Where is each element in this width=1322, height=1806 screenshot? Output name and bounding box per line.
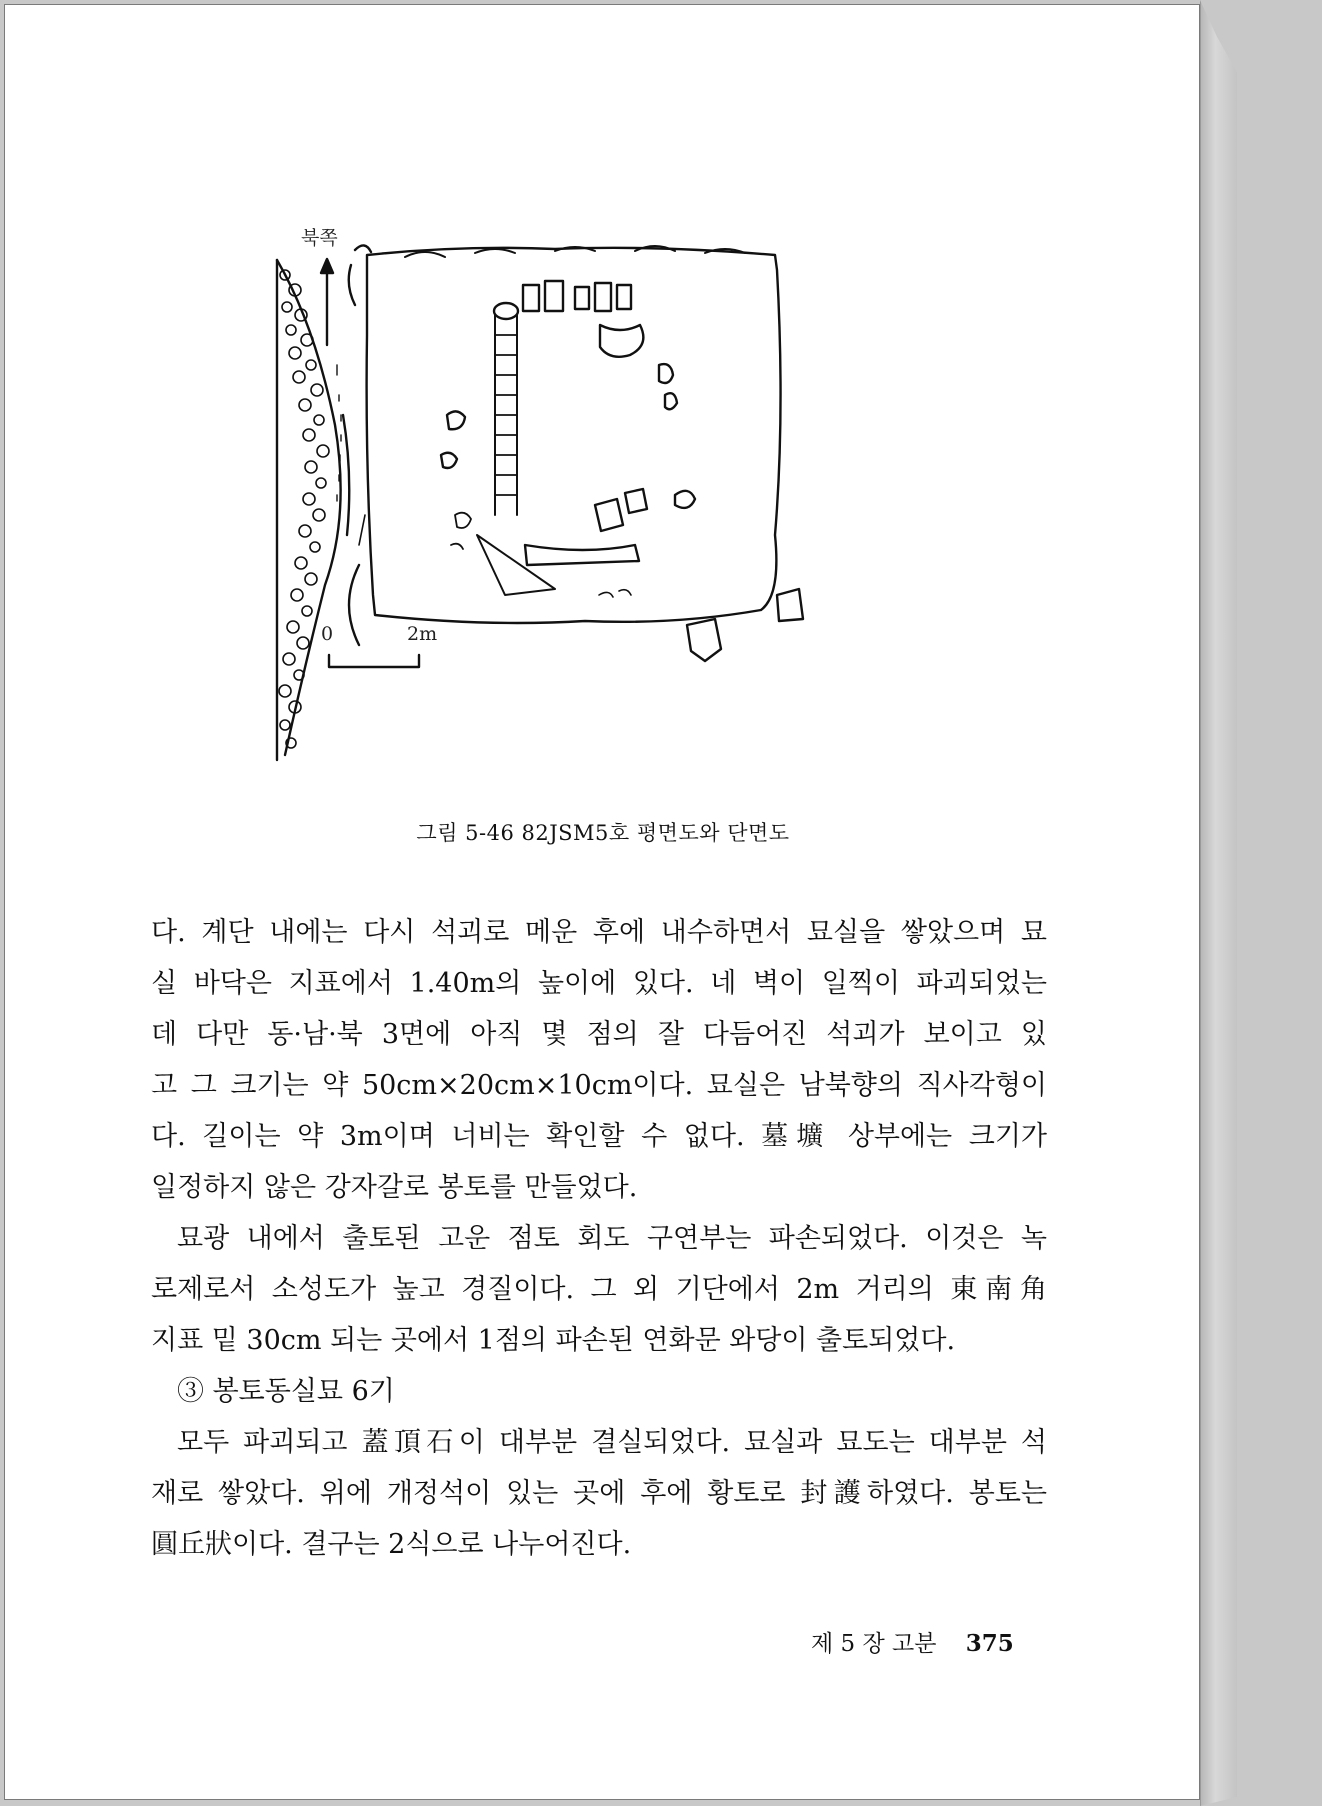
text-line: 고 그 크기는 약 50cm×20cm×10cm이다. 묘실은 남북향의 직사각형이 bbox=[151, 1070, 1047, 1101]
text-line: 재로 쌓았다. 위에 개정석이 있는 곳에 후에 황토로 封護하였다. 봉토는 bbox=[151, 1478, 1047, 1509]
text-line: 지표 밑 30cm 되는 곳에서 1점의 파손된 연화문 와당이 출토되었다. bbox=[151, 1325, 956, 1356]
section-heading: ③ 봉토동실묘 6기 bbox=[177, 1376, 395, 1407]
tomb-plan-drawing bbox=[255, 215, 935, 775]
text-line: 圓丘狀이다. 결구는 2식으로 나누어진다. bbox=[151, 1529, 632, 1560]
text-line: 모두 파괴되고 蓋頂石이 대부분 결실되었다. 묘실과 묘도는 대부분 석 bbox=[177, 1427, 1047, 1458]
inner-chamber bbox=[441, 281, 695, 597]
north-arrow bbox=[321, 259, 333, 345]
text-line: 다. 길이는 약 3m이며 너비는 확인할 수 없다. 墓壙 상부에는 크기가 bbox=[151, 1121, 1047, 1152]
scale-bar bbox=[329, 655, 419, 667]
scale-zero-label: 0 bbox=[321, 623, 334, 645]
figure-caption: 그림 5-46 82JSM5호 평면도와 단면도 bbox=[416, 821, 790, 845]
tomb-plan-figure bbox=[255, 215, 935, 775]
text-line: 다. 계단 내에는 다시 석괴로 메운 후에 내수하면서 묘실을 쌓았으며 묘 bbox=[151, 917, 1047, 948]
page-number: 375 bbox=[965, 1630, 1014, 1657]
body-text bbox=[151, 907, 1047, 1570]
text-line: 데 다만 동·남·북 3면에 아직 몇 점의 잘 다듬어진 석괴가 보이고 있 bbox=[151, 1019, 1047, 1050]
chapter-title: 제 5 장 고분 bbox=[811, 1631, 937, 1657]
section-profile bbox=[277, 260, 365, 760]
outer-wall bbox=[343, 245, 803, 661]
north-label: 북쪽 bbox=[301, 227, 338, 249]
running-footer bbox=[811, 1625, 1014, 1658]
book-page bbox=[4, 4, 1200, 1800]
page-stack-edge bbox=[1200, 0, 1237, 1806]
text-line: 묘광 내에서 출토된 고운 점토 회도 구연부는 파손되었다. 이것은 녹 bbox=[177, 1223, 1047, 1254]
text-line: 로제로서 소성도가 높고 경질이다. 그 외 기단에서 2m 거리의 東南角 bbox=[151, 1274, 1047, 1305]
text-line: 일정하지 않은 강자갈로 봉토를 만들었다. bbox=[151, 1172, 638, 1203]
scale-max-label: 2m bbox=[407, 623, 438, 645]
text-line: 실 바닥은 지표에서 1.40m의 높이에 있다. 네 벽이 일찍이 파괴되었는 bbox=[151, 968, 1048, 999]
